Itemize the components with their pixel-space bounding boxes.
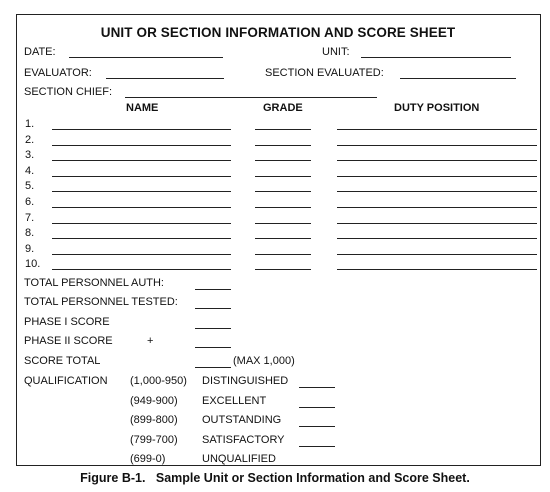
grade-field[interactable] [255, 223, 311, 224]
name-field[interactable] [52, 238, 231, 239]
row-number: 1. [25, 118, 35, 130]
date-label: DATE: [24, 46, 56, 58]
score-sheet-form [16, 14, 541, 466]
qualification-name: UNQUALIFIED [202, 453, 276, 465]
grade-column-header: GRADE [263, 102, 303, 114]
max-score-note: (MAX 1,000) [233, 355, 295, 367]
total-tested-field[interactable] [195, 308, 231, 309]
row-number: 8. [25, 227, 35, 240]
grade-field[interactable] [255, 254, 311, 255]
grade-field[interactable] [255, 238, 311, 239]
qualification-range: (899-800) [130, 414, 178, 426]
section-chief-field[interactable] [125, 97, 377, 98]
qualification-range: (699-0) [130, 453, 166, 465]
total-auth-field[interactable] [195, 289, 231, 290]
name-field[interactable] [52, 269, 231, 270]
qualification-name: OUTSTANDING [202, 414, 282, 426]
qualification-checkbox-line[interactable] [299, 465, 335, 466]
duty-position-field[interactable] [337, 254, 537, 255]
grade-field[interactable] [255, 160, 311, 161]
qualification-checkbox-line[interactable] [299, 387, 335, 388]
qualification-range: (1,000-950) [130, 375, 187, 387]
evaluator-field[interactable] [106, 78, 224, 79]
total-auth-label: TOTAL PERSONNEL AUTH: [24, 277, 164, 289]
name-field[interactable] [52, 223, 231, 224]
duty-position-field[interactable] [337, 145, 537, 146]
form-title: UNIT OR SECTION INFORMATION AND SCORE SHEET [100, 25, 456, 40]
name-field[interactable] [52, 254, 231, 255]
duty-position-column-header: DUTY POSITION [394, 102, 480, 114]
duty-position-field[interactable] [337, 223, 537, 224]
qualification-range: (949-900) [130, 394, 178, 407]
duty-position-field[interactable] [337, 191, 537, 192]
name-field[interactable] [52, 207, 231, 208]
figure-caption: Figure B-1. Sample Unit or Section Information and Score Sheet. [80, 471, 470, 485]
section-evaluated-field[interactable] [400, 78, 516, 79]
row-number: 5. [25, 180, 35, 193]
score-total-field[interactable] [195, 367, 231, 368]
qualification-checkbox-line[interactable] [299, 407, 335, 408]
duty-position-field[interactable] [337, 269, 537, 270]
section-evaluated-label: SECTION EVALUATED: [265, 67, 384, 79]
grade-field[interactable] [255, 269, 311, 270]
duty-position-field[interactable] [337, 129, 537, 130]
grade-field[interactable] [255, 145, 311, 146]
grade-field[interactable] [255, 129, 311, 130]
total-tested-label: TOTAL PERSONNEL TESTED: [24, 296, 178, 308]
row-number: 2. [25, 133, 35, 146]
name-field[interactable] [52, 145, 231, 146]
phase1-label: PHASE I SCORE [24, 316, 110, 328]
grade-field[interactable] [255, 207, 311, 208]
row-number: 7. [25, 211, 35, 224]
evaluator-label: EVALUATOR: [24, 67, 92, 79]
qualification-label: QUALIFICATION [24, 375, 108, 387]
phase2-label: PHASE II SCORE [24, 335, 113, 347]
name-field[interactable] [52, 129, 231, 130]
date-field[interactable] [69, 57, 223, 58]
unit-label: UNIT: [322, 46, 350, 58]
row-number: 10. [25, 258, 41, 271]
grade-field[interactable] [255, 191, 311, 192]
name-column-header: NAME [126, 102, 159, 114]
row-number: 4. [25, 164, 35, 177]
row-number: 9. [25, 242, 35, 255]
row-number: 6. [25, 196, 35, 208]
name-field[interactable] [52, 176, 231, 177]
grade-field[interactable] [255, 176, 311, 177]
plus-sign: + [147, 335, 154, 347]
qualification-checkbox-line[interactable] [299, 446, 335, 447]
qualification-name: SATISFACTORY [202, 433, 285, 446]
section-chief-label: SECTION CHIEF: [24, 86, 113, 98]
duty-position-field[interactable] [337, 207, 537, 208]
qualification-checkbox-line[interactable] [299, 426, 335, 427]
phase2-field[interactable] [195, 347, 231, 348]
score-total-label: SCORE TOTAL [24, 355, 101, 367]
qualification-name: DISTINGUISHED [202, 375, 289, 387]
name-field[interactable] [52, 160, 231, 161]
phase1-field[interactable] [195, 328, 231, 329]
qualification-name: EXCELLENT [202, 394, 267, 407]
duty-position-field[interactable] [337, 160, 537, 161]
duty-position-field[interactable] [337, 176, 537, 177]
row-number: 3. [25, 149, 35, 162]
duty-position-field[interactable] [337, 238, 537, 239]
qualification-range: (799-700) [130, 433, 178, 446]
name-field[interactable] [52, 191, 231, 192]
unit-field[interactable] [361, 57, 511, 58]
